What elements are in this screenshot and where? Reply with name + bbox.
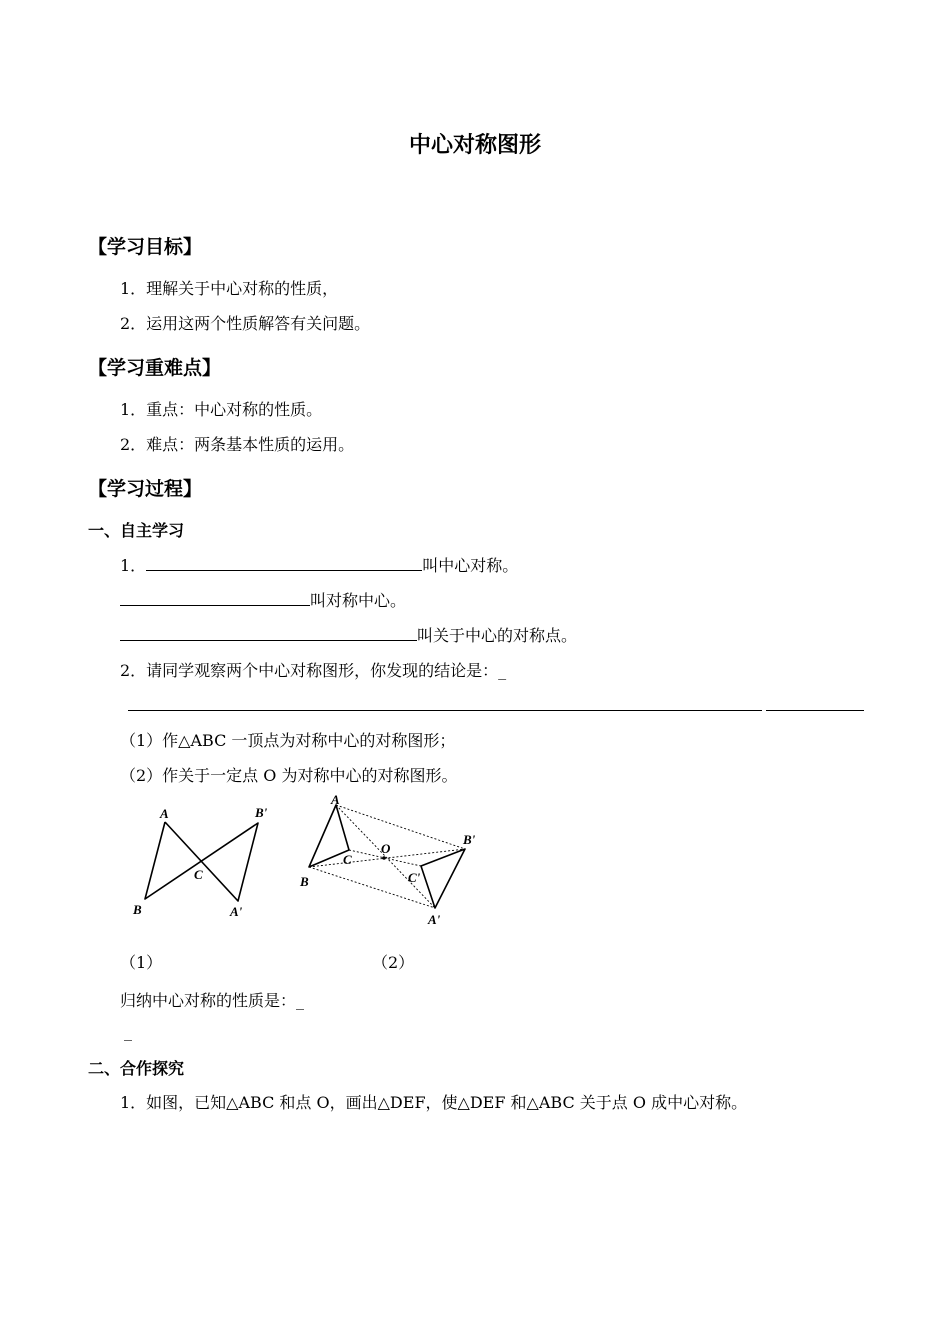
- fig1-label-c: C: [194, 867, 203, 882]
- goal-item-1: 1．理解关于中心对称的性质，: [120, 279, 339, 298]
- fig2-label-c-prime: C': [408, 870, 421, 885]
- question-1-number: 1．: [120, 556, 147, 575]
- question-1-text-b: 叫对称中心。: [310, 591, 407, 610]
- question-1-line-a: [120, 553, 518, 576]
- self-study-heading: 一、自主学习: [88, 521, 185, 540]
- question-1-text-c: 叫关于中心的对称点。: [417, 626, 578, 645]
- fig2-label-b-prime: B': [463, 832, 476, 847]
- figure-2: [299, 792, 476, 927]
- task-2: （2）作关于一定点 O 为对称中心的对称图形。: [120, 766, 458, 785]
- figure-2-caption: （2）: [372, 953, 415, 972]
- cooperation-heading: 二、合作探究: [88, 1059, 185, 1078]
- answer-line-long[interactable]: [128, 710, 762, 711]
- question-1-line-b: [120, 588, 406, 611]
- figures: [0, 790, 950, 940]
- key-points-heading: 【学习重难点】: [88, 357, 222, 379]
- fig1-label-a: A: [160, 806, 169, 821]
- task-1: （1）作△ABC 一顶点为对称中心的对称图形；: [120, 731, 456, 750]
- fig1-label-b: B: [133, 902, 142, 917]
- fig2-label-a: A: [331, 792, 340, 807]
- figure-1-caption: （1）: [120, 953, 163, 972]
- fig2-label-b: B: [300, 874, 309, 889]
- process-heading: 【学习过程】: [88, 478, 203, 500]
- question-2: 2．请同学观察两个中心对称图形，你发现的结论是：_: [120, 661, 507, 680]
- answer-line-short[interactable]: [766, 710, 864, 711]
- fig1-label-b-prime: B': [255, 805, 268, 820]
- fig2-label-c: C: [343, 852, 352, 867]
- goals-heading: 【学习目标】: [88, 236, 203, 258]
- answer-blank-3[interactable]: [120, 626, 417, 641]
- key-point-item-1: 1．重点：中心对称的性质。: [120, 400, 323, 419]
- cooperation-question-1: 1．如图，已知△ABC 和点 O，画出△DEF，使△DEF 和△ABC 关于点 O 成中心对称。: [120, 1093, 748, 1112]
- question-1-text-a: 叫中心对称。: [422, 556, 519, 575]
- summary-prompt: 归纳中心对称的性质是：_: [120, 991, 305, 1010]
- fig1-label-a-prime: A': [230, 904, 243, 919]
- key-point-item-2: 2．难点：两条基本性质的运用。: [120, 435, 355, 454]
- summary-tail: _: [124, 1022, 132, 1041]
- answer-blank-1[interactable]: [146, 556, 422, 571]
- goal-item-2: 2．运用这两个性质解答有关问题。: [120, 314, 371, 333]
- fig2-label-o: O: [381, 841, 391, 856]
- question-1-line-c: [120, 623, 577, 646]
- figure-1: [132, 805, 268, 919]
- page-title: 中心对称图形: [408, 133, 541, 158]
- answer-blank-2[interactable]: [120, 591, 310, 606]
- fig2-label-a-prime: A': [428, 912, 441, 927]
